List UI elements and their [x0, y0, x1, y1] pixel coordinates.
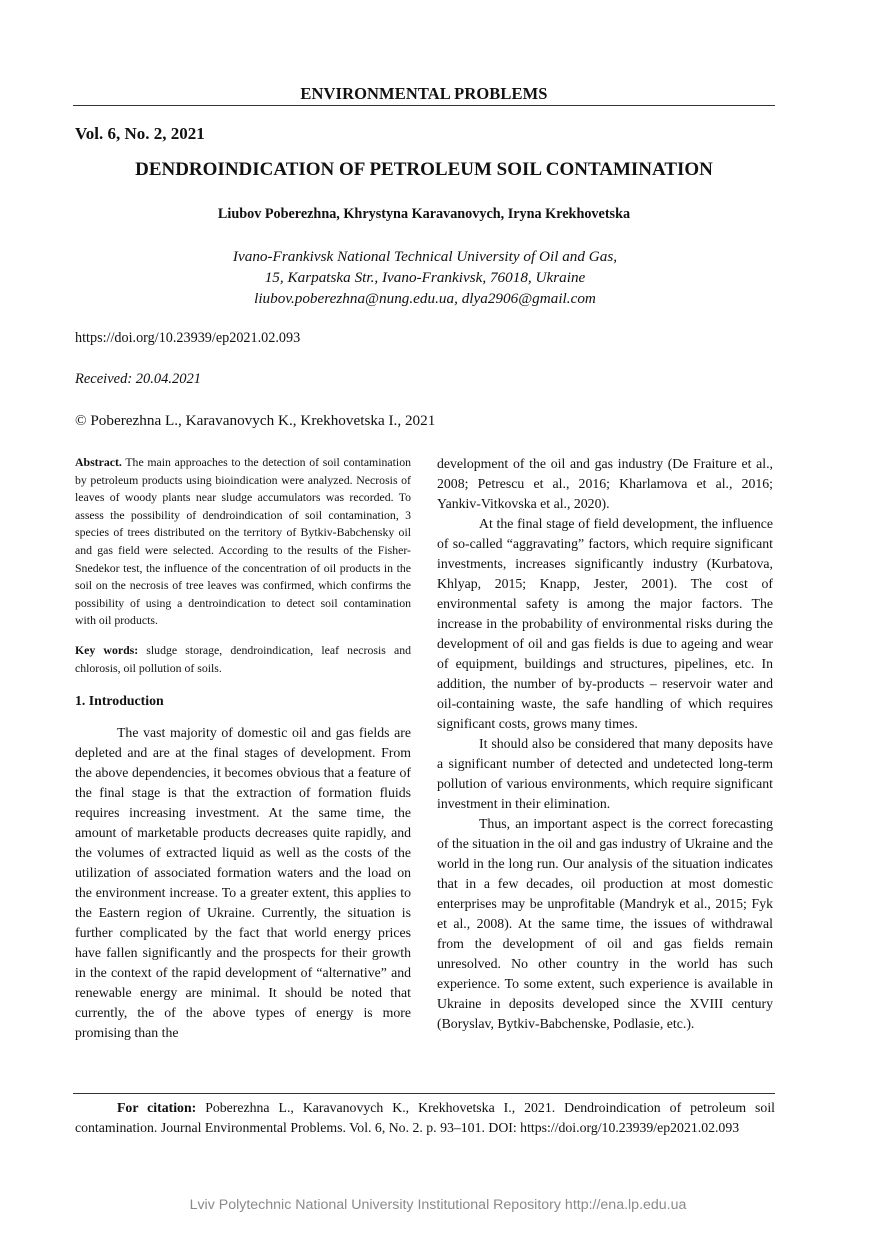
intro-paragraph-3: It should also be considered that many deposits have a significant number of detected and undetected long-term pollution of various environments, which require significant investment in their elimination. [437, 736, 773, 811]
author-emails[interactable]: liubov.poberezhna@nung.edu.ua, dlya2906@gmail.com [254, 290, 596, 307]
abstract-label: Abstract. [75, 455, 122, 469]
volume-info: Vol. 6, No. 2, 2021 [75, 124, 205, 143]
keywords [75, 642, 411, 677]
keywords-text: sludge storage, dendroindication, leaf necrosis and chlorosis, oil pollution of soils. [75, 642, 411, 675]
intro-paragraph-1-continued: development of the oil and gas industry (De Fraiture et al., 2008; Petrescu et al., 2016; Kharlamova et al., 2016; Yankiv-Vitkovska et al., 2020). [437, 456, 773, 511]
copyright-notice: © Poberezhna L., Karavanovych K., Krekhovetska I., 2021 [75, 412, 436, 429]
affiliation-institution: Ivano-Frankivsk National Technical University of Oil and Gas, [232, 248, 618, 265]
header-divider [73, 105, 775, 106]
right-column [437, 454, 773, 1034]
citation-text: Poberezhna L., Karavanovych K., Krekhovetska I., 2021. Dendroindication of petroleum soil contamination. Journal Environmental Problems. Vol. 6, No. 2. p. 93–101. DOI: https://doi.org/10.23939/ep2021.02.093 [75, 1100, 775, 1135]
citation [75, 1098, 775, 1137]
footer-divider [73, 1093, 775, 1094]
intro-paragraph-4: Thus, an important aspect is the correct forecasting of the situation in the oil and gas industry of Ukraine and the world in the long run. Our analysis of the situation indicates that in a few decades, oil production at most domestic enterprises may be unprofitable (Mandryk et al., 2015; Fyk et al., 2008). At the same time, the issues of withdrawal from the development of oil and gas fields remain unresolved. No other country in the world has such experience. To some extent, such experience is available in Ukraine in deposits developed since the XVIII century (Boryslav, Bytkiv-Babchenske, Podlasie, etc.). [437, 816, 773, 1031]
keywords-label: Key words: [75, 642, 139, 657]
doi-link[interactable]: https://doi.org/10.23939/ep2021.02.093 [75, 330, 301, 346]
journal-header: ENVIRONMENTAL PROBLEMS [300, 84, 548, 103]
abstract [75, 454, 411, 630]
affiliation-address: 15, Karpatska Str., Ivano-Frankivsk, 76018, Ukraine [264, 269, 586, 286]
article-title: DENDROINDICATION OF PETROLEUM SOIL CONTAMINATION [135, 159, 713, 180]
intro-paragraph-2: At the final stage of field development, the influence of so-called “aggravating” factors, which require significant investments, increases significantly industry (Kurbatova, Khlyap, 2015; Knapp, Jester, 2001). The cost of environmental safety is among the major factors. The increase in the probability of environmental risks during the development of oil and gas fields is due to ageing and wear of equipment, buildings and structures, pipelines, etc. In addition, the number of by-products – reservoir water and oil-containing waste, the safe handling of which requires significant costs, grows many times. [437, 516, 773, 731]
authors: Liubov Poberezhna, Khrystyna Karavanovych, Iryna Krekhovetska [217, 206, 631, 222]
section-heading-introduction: 1. Introduction [75, 693, 164, 709]
received-date: Received: 20.04.2021 [75, 371, 202, 387]
citation-label: For citation: [117, 1100, 197, 1115]
affiliation [55, 246, 795, 309]
intro-paragraph-1: The vast majority of domestic oil and gas fields are depleted and are at the final stages of development. From the above dependencies, it becomes obvious that a feature of the final stage is that the extraction of formation fluids requires increasing investment. At the same time, the amount of marketable products decreases quite rapidly, and the volumes of extracted liquid as well as the costs of the utilization of associated formation waters and the load on the environment increase. To a greater extent, this applies to the Eastern region of Ukraine. Currently, the situation is further complicated by the fact that world energy prices have fallen significantly and the prospects for their growth in the context of the rapid development of “alternative” and renewable energy are minimal. It should be noted that currently, the of the above types of energy is more promising than the [75, 725, 411, 1041]
repository-footer[interactable]: Lviv Polytechnic National University Institutional Repository http://ena.lp.edu.ua [189, 1197, 687, 1213]
left-column [75, 454, 411, 1043]
abstract-text: The main approaches to the detection of soil contamination by petroleum products using bioindication were analyzed. Necrosis of leaves of woody plants near sludge accumulators was recorded. To assess the possibility of dendroindication of soil contamination, 3 species of trees distributed on the territory of Bytkiv-Babchensky oil and gas field were selected. According to the results of the Fisher-Snedekor test, the influence of the concentration of oil products in the soil on the necrosis of tree leaves was confirmed, which confirms the possibility of using a dentroindication to detect soil contamination with oil products. [75, 455, 411, 628]
